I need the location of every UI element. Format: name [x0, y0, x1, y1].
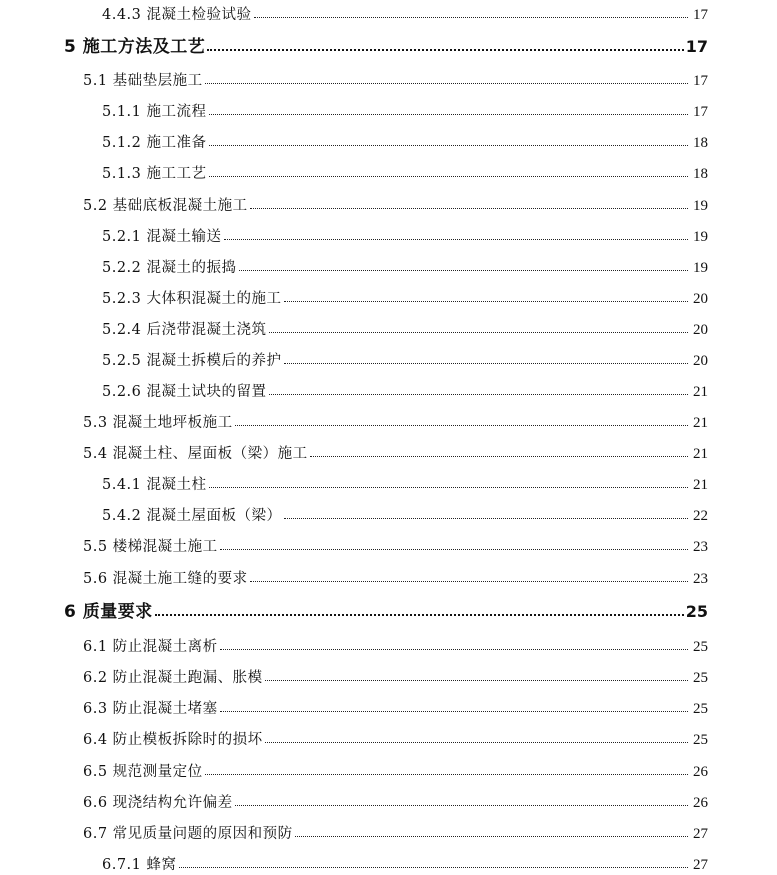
toc-leader-dots — [155, 603, 684, 617]
toc-entry-title: 5.2.6 混凝土试块的留置 — [102, 384, 267, 400]
toc-page-number: 21 — [693, 384, 708, 400]
toc-entry-5-2-6[interactable] — [102, 382, 708, 402]
toc-page-number: 23 — [693, 539, 708, 555]
toc-entry-6[interactable] — [64, 600, 708, 624]
toc-page-number: 27 — [693, 826, 708, 842]
toc-entry-title: 5.1 基础垫层施工 — [83, 73, 203, 89]
toc-page-number: 26 — [693, 795, 708, 811]
toc-leader-dots — [207, 38, 683, 52]
toc-entry-5-2-2[interactable] — [102, 258, 708, 278]
toc-leader-dots — [250, 569, 688, 583]
toc-entry-title: 5.1.1 施工流程 — [102, 104, 207, 120]
toc-entry-5-4-2[interactable] — [102, 506, 708, 526]
toc-entry-6-3[interactable] — [83, 699, 708, 719]
toc-entry-5[interactable] — [64, 35, 708, 59]
toc-leader-dots — [209, 133, 688, 147]
toc-entry-title: 6.6 现浇结构允许偏差 — [83, 795, 233, 811]
toc-page-number: 17 — [685, 37, 708, 56]
toc-entry-5-1-3[interactable] — [102, 164, 708, 184]
toc-leader-dots — [250, 196, 688, 210]
toc-entry-5-2-1[interactable] — [102, 227, 708, 247]
toc-page-number: 18 — [693, 135, 708, 151]
toc-page-number: 25 — [693, 670, 708, 686]
toc-page-number: 17 — [693, 7, 708, 23]
toc-entry-5-2[interactable] — [83, 196, 708, 216]
toc-leader-dots — [179, 855, 688, 869]
toc-entry-title: 5.4.2 混凝土屋面板（梁） — [102, 508, 282, 524]
toc-entry-title: 5.4.1 混凝土柱 — [102, 477, 207, 493]
toc-leader-dots — [239, 258, 688, 272]
toc-page-number: 27 — [693, 857, 708, 873]
toc-entry-title: 5.2.4 后浇带混凝土浇筑 — [102, 322, 267, 338]
toc-entry-title: 6.5 规范测量定位 — [83, 764, 203, 780]
toc-entry-title: 6.7 常见质量问题的原因和预防 — [83, 826, 293, 842]
toc-entry-title: 6.3 防止混凝土堵塞 — [83, 701, 218, 717]
toc-entry-6-7[interactable] — [83, 824, 708, 844]
toc-page-number: 20 — [693, 291, 708, 307]
toc-entry-5-4-1[interactable] — [102, 475, 708, 495]
toc-entry-5-2-5[interactable] — [102, 351, 708, 371]
toc-entry-title: 5.1.3 施工工艺 — [102, 166, 207, 182]
toc-leader-dots — [269, 382, 688, 396]
toc-leader-dots — [220, 637, 688, 651]
toc-entry-5-1-1[interactable] — [102, 102, 708, 122]
toc-page-number: 19 — [693, 229, 708, 245]
toc-leader-dots — [265, 668, 688, 682]
toc-entry-5-1-2[interactable] — [102, 133, 708, 153]
toc-entry-4-4-3[interactable] — [102, 5, 708, 25]
toc-page-number: 20 — [693, 322, 708, 338]
toc-entry-6-7-1[interactable] — [102, 855, 708, 875]
toc-entry-6-2[interactable] — [83, 668, 708, 688]
toc-leader-dots — [224, 227, 688, 241]
toc-leader-dots — [254, 5, 688, 19]
toc-entry-title: 5.2 基础底板混凝土施工 — [83, 198, 248, 214]
toc-page-number: 25 — [693, 639, 708, 655]
toc-leader-dots — [205, 762, 688, 776]
toc-page-number: 23 — [693, 571, 708, 587]
toc-entry-5-6[interactable] — [83, 569, 708, 589]
toc-page-number: 25 — [693, 732, 708, 748]
toc-leader-dots — [209, 164, 688, 178]
toc-entry-title: 6.1 防止混凝土离析 — [83, 639, 218, 655]
toc-entry-6-1[interactable] — [83, 637, 708, 657]
toc-entry-6-4[interactable] — [83, 730, 708, 750]
toc-entry-title: 5.2.3 大体积混凝土的施工 — [102, 291, 282, 307]
toc-page-number: 26 — [693, 764, 708, 780]
toc-entry-title: 5.4 混凝土柱、屋面板（梁）施工 — [83, 446, 308, 462]
toc-entry-6-6[interactable] — [83, 793, 708, 813]
toc-entry-title: 5.2.5 混凝土拆模后的养护 — [102, 353, 282, 369]
toc-leader-dots — [209, 102, 688, 116]
toc-leader-dots — [235, 793, 688, 807]
toc-page-number: 20 — [693, 353, 708, 369]
toc-page-number: 21 — [693, 415, 708, 431]
toc-page-number: 18 — [693, 166, 708, 182]
toc-leader-dots — [284, 506, 688, 520]
toc-entry-5-3[interactable] — [83, 413, 708, 433]
toc-entry-title: 6.4 防止模板拆除时的损坏 — [83, 732, 263, 748]
toc-entry-5-5[interactable] — [83, 537, 708, 557]
toc-page-number: 25 — [693, 701, 708, 717]
toc-entry-title: 5.1.2 施工准备 — [102, 135, 207, 151]
toc-entry-5-2-4[interactable] — [102, 320, 708, 340]
toc-leader-dots — [220, 699, 688, 713]
toc-entry-title: 6.7.1 蜂窝 — [102, 857, 177, 873]
toc-entry-title: 5.5 楼梯混凝土施工 — [83, 539, 218, 555]
toc-entry-title: 5.2.2 混凝土的振捣 — [102, 260, 237, 276]
toc-leader-dots — [205, 71, 688, 85]
toc-entry-5-1[interactable] — [83, 71, 708, 91]
toc-leader-dots — [295, 824, 688, 838]
toc-page-number: 19 — [693, 260, 708, 276]
toc-entry-title: 5.3 混凝土地坪板施工 — [83, 415, 233, 431]
toc-entry-5-2-3[interactable] — [102, 289, 708, 309]
toc-entry-title: 6 质量要求 — [64, 602, 153, 622]
toc-entry-title: 5 施工方法及工艺 — [64, 37, 206, 57]
toc-page-number: 17 — [693, 73, 708, 89]
toc-leader-dots — [284, 351, 688, 365]
toc-leader-dots — [310, 444, 688, 458]
toc-page-number: 19 — [693, 198, 708, 214]
toc-entry-title: 5.6 混凝土施工缝的要求 — [83, 571, 248, 587]
toc-entry-title: 5.2.1 混凝土输送 — [102, 229, 222, 245]
toc-page-number: 22 — [693, 508, 708, 524]
toc-leader-dots — [220, 537, 688, 551]
toc-page-number: 21 — [693, 446, 708, 462]
toc-page-number: 17 — [693, 104, 708, 120]
toc-entry-title: 4.4.3 混凝土检验试验 — [102, 7, 252, 23]
toc-entry-title: 6.2 防止混凝土跑漏、胀模 — [83, 670, 263, 686]
toc-leader-dots — [269, 320, 688, 334]
toc-page-number: 25 — [685, 602, 708, 621]
toc-leader-dots — [265, 730, 688, 744]
toc-leader-dots — [235, 413, 688, 427]
toc-page-number: 21 — [693, 477, 708, 493]
toc-entry-5-4[interactable] — [83, 444, 708, 464]
toc-entry-6-5[interactable] — [83, 762, 708, 782]
toc-leader-dots — [284, 289, 688, 303]
toc-leader-dots — [209, 475, 688, 489]
